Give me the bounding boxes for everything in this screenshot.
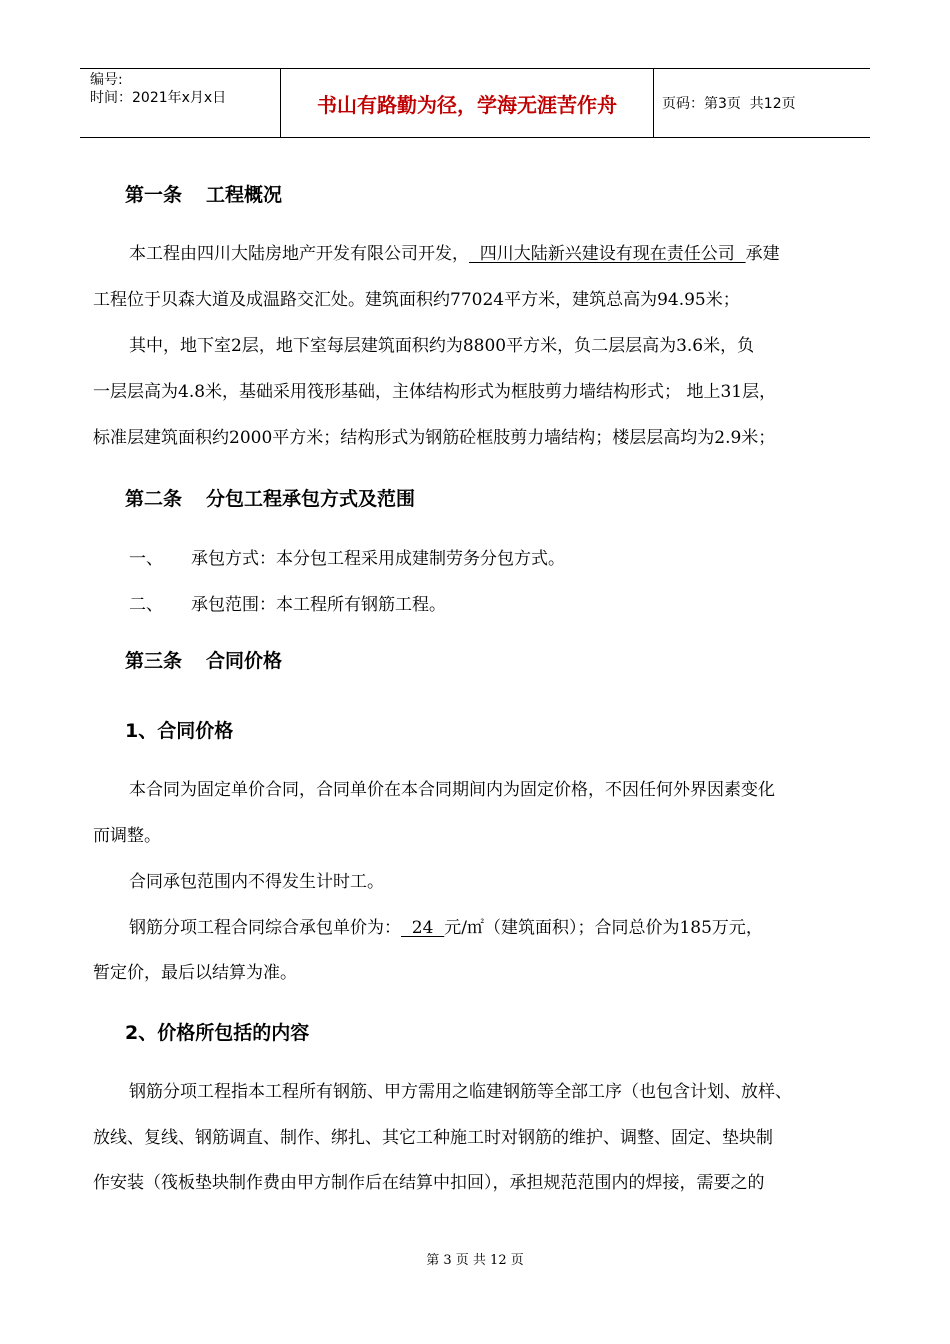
article2-item2: 二、 承包范围：本工程所有钢筋工程。 xyxy=(129,595,446,615)
document-number-label: 编号: xyxy=(90,72,123,88)
header-meta-cell xyxy=(80,69,281,137)
contract-price-paragraph3-line2: 暂定价，最后以结算为准。 xyxy=(93,963,297,983)
article2-heading-title: 分包工程承包方式及范围 xyxy=(206,488,416,510)
page-header xyxy=(80,68,870,138)
article1-paragraph1-line1: 本工程由四川大陆房地产开发有限公司开发， 四川大陆新兴建设有现在责任公司 承建 xyxy=(129,244,780,264)
article1-paragraph1-line2: 工程位于贝森大道及成温路交汇处。建筑面积约77024平方米，建筑总高为94.95米； xyxy=(93,290,740,310)
article2-heading-number: 第二条 xyxy=(125,488,183,510)
header-page-cell xyxy=(654,69,870,137)
header-motto: 书山有路勤为径，学海无涯苦作舟 xyxy=(281,69,654,137)
price-contents-line2: 放线、复线、钢筋调直、制作、绑扎、其它工种施工时对钢筋的维护、调整、固定、垫块制 xyxy=(93,1128,773,1148)
article1-paragraph2-line2: 一层层高为4.8米，基础采用筏形基础，主体结构形式为框肢剪力墙结构形式； 地上31层， xyxy=(93,382,777,402)
unit-price-value: 24 xyxy=(401,918,445,938)
article1-paragraph2-line3: 标准层建筑面积约2000平方米；结构形式为钢筋砼框肢剪力墙结构；楼层层高均为2.9米； xyxy=(93,428,776,448)
article3-heading xyxy=(125,646,895,673)
contractor-name: 四川大陆新兴建设有现在责任公司 xyxy=(469,244,746,264)
article3-heading-title: 合同价格 xyxy=(206,650,283,672)
price-contents-line1: 钢筋分项工程指本工程所有钢筋、甲方需用之临建钢筋等全部工序（也包含计划、放样、 xyxy=(129,1082,792,1102)
article2-heading xyxy=(125,484,895,511)
section-price-contents-heading: 2、价格所包括的内容 xyxy=(125,1022,310,1044)
article1-paragraph2-line1: 其中，地下室2层，地下室每层建筑面积约为8800平方米，负二层层高为3.6米，负 xyxy=(129,336,755,356)
section-contract-price-heading: 1、合同价格 xyxy=(125,720,234,742)
document-date: 时间：2021年x月x日 xyxy=(90,90,227,106)
article1-heading-title: 工程概况 xyxy=(206,184,283,206)
page-footer xyxy=(0,1249,950,1268)
article2-item1: 一、 承包方式：本分包工程采用成建制劳务分包方式。 xyxy=(129,549,565,569)
contract-price-paragraph2: 合同承包范围内不得发生计时工。 xyxy=(129,872,384,892)
contract-price-paragraph3-line1: 钢筋分项工程合同综合承包单价为： 24 元/㎡（建筑面积）；合同总价为185万元， xyxy=(129,918,763,938)
footer-page-number: 第 3 页 共 12 页 xyxy=(426,1253,524,1268)
article1-heading-number: 第一条 xyxy=(125,184,183,206)
contract-price-paragraph1-line2: 而调整。 xyxy=(93,826,161,846)
header-page-info: 页码：第3页 共12页 xyxy=(662,96,796,112)
article3-heading-number: 第三条 xyxy=(125,650,183,672)
article1-heading xyxy=(125,180,895,207)
contract-price-paragraph1-line1: 本合同为固定单价合同，合同单价在本合同期间内为固定价格，不因任何外界因素变化 xyxy=(129,780,775,800)
price-contents-line3: 作安装（筏板垫块制作费由甲方制作后在结算中扣回），承担规范范围内的焊接，需要之的 xyxy=(93,1173,765,1193)
